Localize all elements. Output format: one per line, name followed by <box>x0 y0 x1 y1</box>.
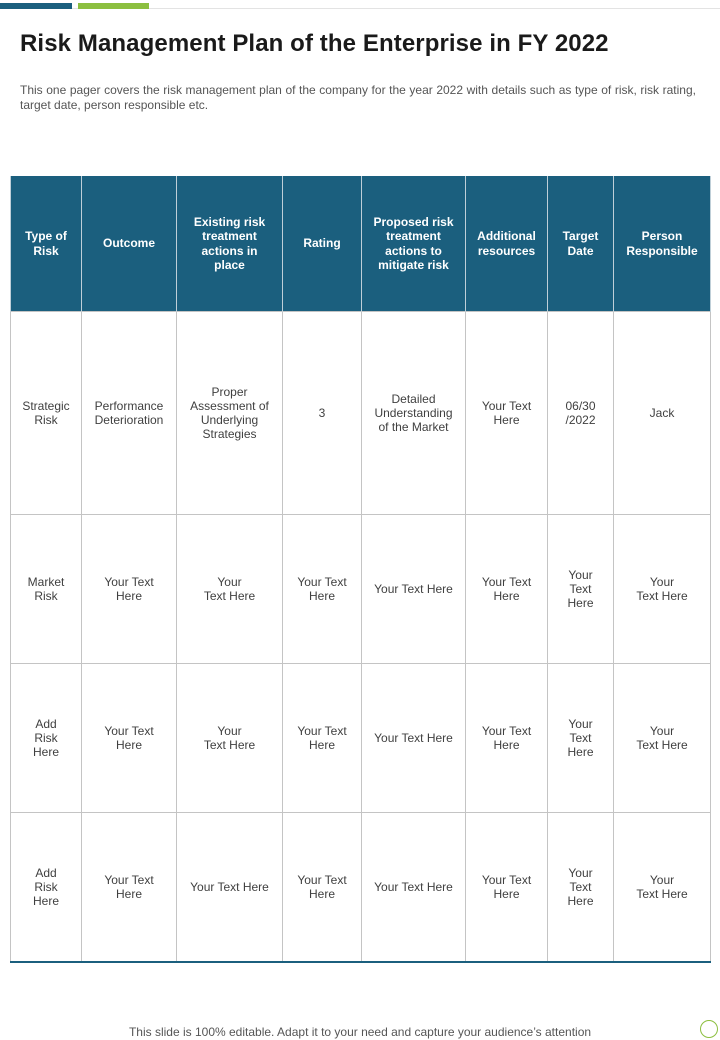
table-cell: 06/30 /2022 <box>548 312 614 515</box>
column-header: Person Responsible <box>614 176 711 312</box>
table-row <box>11 664 711 813</box>
footer-note: This slide is 100% editable. Adapt it to your need and capture your audience’s attention <box>128 1025 592 1039</box>
table-cell: Your Text Here <box>614 813 711 963</box>
table-cell: Your Text Here <box>283 664 362 813</box>
table-cell: Your Text Here <box>466 515 548 664</box>
table-cell: Your Text Here <box>466 312 548 515</box>
table-cell: Your Text Here <box>283 515 362 664</box>
table-cell: Your Text Here <box>177 813 283 963</box>
column-header: Existing risk treatment actions in place <box>177 176 283 312</box>
table-cell: Your Text Here <box>362 813 466 963</box>
table-row <box>11 515 711 664</box>
table-cell: Your Text Here <box>548 813 614 963</box>
table-cell: 3 <box>283 312 362 515</box>
table-cell: Your Text Here <box>362 515 466 664</box>
page-subtitle: This one pager covers the risk management plan of the company for the year 2022 with details such as type of risk, risk rating, target date, person responsible etc. <box>20 83 696 112</box>
table-cell: Jack <box>614 312 711 515</box>
table-cell: Your Text Here <box>82 664 177 813</box>
table-cell: Detailed Understanding of the Market <box>362 312 466 515</box>
column-header: Proposed risk treatment actions to mitigate risk <box>362 176 466 312</box>
risk-management-table <box>10 176 711 963</box>
table-cell: Your Text Here <box>466 664 548 813</box>
table-cell: Strategic Risk <box>11 312 82 515</box>
circle-icon <box>700 1020 718 1038</box>
table-header-row <box>11 176 711 312</box>
table-cell: Your Text Here <box>283 813 362 963</box>
column-header: Additional resources <box>466 176 548 312</box>
accent-bar-blue <box>0 3 72 9</box>
table-cell: Your Text Here <box>82 813 177 963</box>
table-cell: Performance Deterioration <box>82 312 177 515</box>
table-cell: Your Text Here <box>177 664 283 813</box>
table-cell: Proper Assessment of Underlying Strategies <box>177 312 283 515</box>
column-header: Rating <box>283 176 362 312</box>
table-row <box>11 312 711 515</box>
column-header: Outcome <box>82 176 177 312</box>
column-header: Type of Risk <box>11 176 82 312</box>
table-cell: Add Risk Here <box>11 813 82 963</box>
table-cell: Your Text Here <box>548 664 614 813</box>
table-cell: Your Text Here <box>548 515 614 664</box>
accent-bar-green <box>78 3 149 9</box>
table-cell: Your Text Here <box>466 813 548 963</box>
page-title: Risk Management Plan of the Enterprise in FY 2022 <box>20 30 609 57</box>
table-cell: Your Text Here <box>177 515 283 664</box>
column-header: Target Date <box>548 176 614 312</box>
table-cell: Your Text Here <box>614 515 711 664</box>
table-row <box>11 813 711 963</box>
table-cell: Your Text Here <box>82 515 177 664</box>
table-cell: Add Risk Here <box>11 664 82 813</box>
table-cell: Your Text Here <box>362 664 466 813</box>
table-cell: Your Text Here <box>614 664 711 813</box>
table-cell: Market Risk <box>11 515 82 664</box>
